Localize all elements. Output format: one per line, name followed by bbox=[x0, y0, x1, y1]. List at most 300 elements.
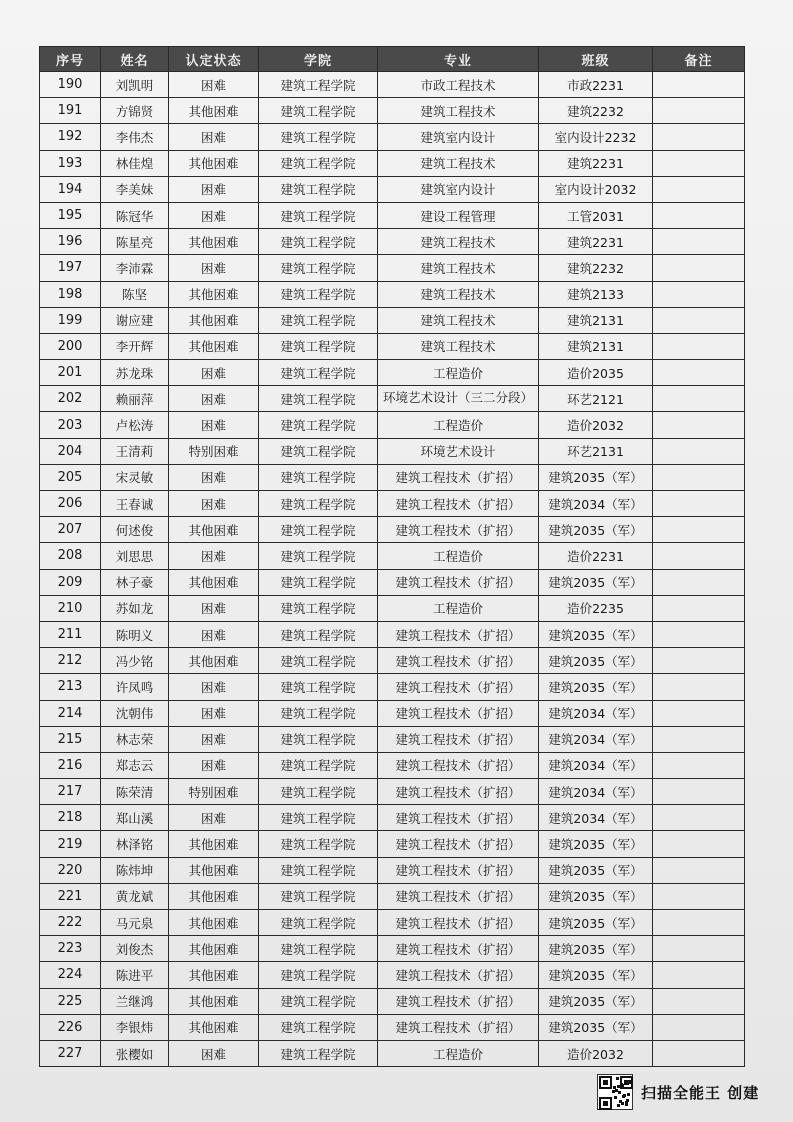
name-cell-text: 王春诚 bbox=[115, 496, 154, 512]
seq-cell-text: 204 bbox=[57, 443, 83, 459]
seq-cell-text: 225 bbox=[57, 993, 83, 1009]
college-cell bbox=[259, 857, 378, 883]
status-cell bbox=[169, 910, 259, 936]
class-cell bbox=[539, 438, 653, 464]
college-cell-text: 建筑工程学院 bbox=[280, 287, 356, 303]
major-cell-text: 建筑工程技术 bbox=[420, 156, 496, 172]
status-cell-text: 其他困难 bbox=[188, 575, 239, 591]
major-cell bbox=[378, 72, 539, 98]
table-row bbox=[40, 333, 745, 359]
class-cell bbox=[539, 595, 653, 621]
college-cell-text: 建筑工程学院 bbox=[280, 234, 356, 250]
major-cell-text: 建设工程管理 bbox=[420, 208, 496, 224]
class-cell bbox=[539, 700, 653, 726]
class-cell bbox=[539, 176, 653, 202]
major-cell-text: 建筑工程技术（扩招） bbox=[395, 679, 521, 695]
major-cell bbox=[378, 150, 539, 176]
college-cell-text: 建筑工程学院 bbox=[280, 260, 356, 276]
scanner-watermark bbox=[597, 1072, 759, 1112]
college-cell bbox=[259, 726, 378, 752]
status-cell-text: 其他困难 bbox=[188, 339, 239, 355]
major-cell bbox=[378, 229, 539, 255]
status-cell-text: 困难 bbox=[200, 418, 226, 434]
class-cell-text: 市政2231 bbox=[567, 77, 624, 93]
major-cell bbox=[378, 674, 539, 700]
name-cell bbox=[101, 360, 169, 386]
college-cell bbox=[259, 333, 378, 359]
seq-cell bbox=[40, 595, 101, 621]
class-cell bbox=[539, 72, 653, 98]
major-cell-text: 市政工程技术 bbox=[420, 77, 496, 93]
note-cell bbox=[653, 438, 745, 464]
name-cell bbox=[101, 517, 169, 543]
name-cell-text: 李沛霖 bbox=[115, 260, 154, 276]
status-cell-text: 困难 bbox=[200, 260, 226, 276]
class-cell bbox=[539, 988, 653, 1014]
seq-cell-text: 199 bbox=[57, 312, 83, 328]
major-cell bbox=[378, 883, 539, 909]
seq-cell bbox=[40, 936, 101, 962]
major-cell-text: 建筑工程技术（扩招） bbox=[395, 837, 521, 853]
status-cell bbox=[169, 674, 259, 700]
class-cell-text: 建筑2034（军） bbox=[548, 784, 643, 800]
major-cell bbox=[378, 726, 539, 752]
name-cell bbox=[101, 412, 169, 438]
status-cell bbox=[169, 700, 259, 726]
college-cell-text: 建筑工程学院 bbox=[280, 601, 356, 617]
seq-cell-text: 195 bbox=[57, 208, 83, 224]
college-cell bbox=[259, 700, 378, 726]
name-cell bbox=[101, 962, 169, 988]
status-cell-text: 其他困难 bbox=[188, 863, 239, 879]
table-header-row bbox=[40, 47, 745, 72]
name-cell-text: 陈进平 bbox=[115, 967, 154, 983]
table-row bbox=[40, 543, 745, 569]
college-cell bbox=[259, 517, 378, 543]
major-cell bbox=[378, 255, 539, 281]
seq-cell bbox=[40, 857, 101, 883]
name-cell bbox=[101, 281, 169, 307]
header-major: 专业 bbox=[378, 47, 539, 72]
status-cell-text: 其他困难 bbox=[188, 837, 239, 853]
name-cell-text: 兰继鸿 bbox=[115, 994, 154, 1010]
seq-cell-text: 190 bbox=[57, 77, 83, 93]
status-cell-text: 其他困难 bbox=[188, 103, 239, 119]
table-row bbox=[40, 72, 745, 98]
class-cell bbox=[539, 98, 653, 124]
major-cell bbox=[378, 176, 539, 202]
name-cell-text: 卢松涛 bbox=[115, 418, 154, 434]
status-cell bbox=[169, 543, 259, 569]
seq-cell-text: 213 bbox=[57, 679, 83, 695]
table-row bbox=[40, 1014, 745, 1040]
seq-cell-text: 205 bbox=[57, 469, 83, 485]
class-cell bbox=[539, 543, 653, 569]
college-cell-text: 建筑工程学院 bbox=[280, 182, 356, 198]
college-cell bbox=[259, 988, 378, 1014]
major-cell bbox=[378, 412, 539, 438]
name-cell bbox=[101, 255, 169, 281]
college-cell-text: 建筑工程学院 bbox=[280, 627, 356, 643]
status-cell bbox=[169, 621, 259, 647]
class-cell-text: 建筑2035（军） bbox=[548, 994, 643, 1010]
class-cell-text: 建筑2131 bbox=[567, 339, 624, 355]
table-row bbox=[40, 648, 745, 674]
class-cell-text: 建筑2035（军） bbox=[548, 470, 643, 486]
major-cell bbox=[378, 936, 539, 962]
college-cell bbox=[259, 805, 378, 831]
status-cell bbox=[169, 752, 259, 778]
class-cell-text: 建筑2133 bbox=[567, 287, 624, 303]
qr-code-icon bbox=[597, 1074, 633, 1110]
class-cell-text: 建筑2035（军） bbox=[548, 653, 643, 669]
major-cell bbox=[378, 464, 539, 490]
class-cell bbox=[539, 517, 653, 543]
seq-cell-text: 214 bbox=[57, 705, 83, 721]
seq-cell bbox=[40, 412, 101, 438]
seq-cell bbox=[40, 438, 101, 464]
status-cell-text: 困难 bbox=[200, 182, 226, 198]
name-cell bbox=[101, 333, 169, 359]
name-cell bbox=[101, 857, 169, 883]
seq-cell bbox=[40, 805, 101, 831]
table-row bbox=[40, 517, 745, 543]
college-cell bbox=[259, 910, 378, 936]
class-cell bbox=[539, 831, 653, 857]
table-row bbox=[40, 124, 745, 150]
status-cell-text: 困难 bbox=[200, 627, 226, 643]
college-cell bbox=[259, 543, 378, 569]
note-cell bbox=[653, 307, 745, 333]
major-cell-text: 建筑工程技术 bbox=[420, 287, 496, 303]
status-cell-text: 困难 bbox=[200, 679, 226, 695]
seq-cell bbox=[40, 988, 101, 1014]
college-cell bbox=[259, 255, 378, 281]
note-cell bbox=[653, 1040, 745, 1066]
major-cell-text: 建筑工程技术（扩招） bbox=[395, 653, 521, 669]
status-cell-text: 其他困难 bbox=[188, 889, 239, 905]
class-cell bbox=[539, 464, 653, 490]
major-cell bbox=[378, 517, 539, 543]
note-cell bbox=[653, 543, 745, 569]
college-cell bbox=[259, 621, 378, 647]
class-cell bbox=[539, 150, 653, 176]
status-cell-text: 其他困难 bbox=[188, 313, 239, 329]
name-cell-text: 陈明义 bbox=[115, 627, 154, 643]
header-class: 班级 bbox=[539, 47, 653, 72]
note-cell bbox=[653, 936, 745, 962]
seq-cell bbox=[40, 255, 101, 281]
seq-cell bbox=[40, 962, 101, 988]
major-cell bbox=[378, 569, 539, 595]
class-cell-text: 建筑2035（军） bbox=[548, 837, 643, 853]
table-row bbox=[40, 1040, 745, 1066]
name-cell bbox=[101, 621, 169, 647]
class-cell-text: 造价2032 bbox=[567, 418, 624, 434]
class-cell bbox=[539, 648, 653, 674]
college-cell-text: 建筑工程学院 bbox=[280, 313, 356, 329]
table-row bbox=[40, 150, 745, 176]
seq-cell bbox=[40, 569, 101, 595]
college-cell-text: 建筑工程学院 bbox=[280, 967, 356, 983]
status-cell bbox=[169, 831, 259, 857]
class-cell-text: 建筑2035（军） bbox=[548, 522, 643, 538]
table-row bbox=[40, 229, 745, 255]
major-cell bbox=[378, 333, 539, 359]
major-cell-text: 工程造价 bbox=[432, 1046, 483, 1062]
major-cell bbox=[378, 307, 539, 333]
table-row bbox=[40, 202, 745, 228]
name-cell bbox=[101, 752, 169, 778]
major-cell-text: 建筑工程技术（扩招） bbox=[395, 758, 521, 774]
college-cell bbox=[259, 883, 378, 909]
note-cell bbox=[653, 674, 745, 700]
table-row bbox=[40, 752, 745, 778]
class-cell bbox=[539, 386, 653, 412]
college-cell-text: 建筑工程学院 bbox=[280, 706, 356, 722]
status-cell bbox=[169, 569, 259, 595]
major-cell-text: 建筑室内设计 bbox=[420, 182, 496, 198]
table-row bbox=[40, 936, 745, 962]
name-cell-text: 李美妹 bbox=[115, 182, 154, 198]
class-cell bbox=[539, 962, 653, 988]
note-cell bbox=[653, 72, 745, 98]
major-cell bbox=[378, 857, 539, 883]
seq-cell bbox=[40, 281, 101, 307]
name-cell-text: 冯少铭 bbox=[115, 653, 154, 669]
status-cell-text: 困难 bbox=[200, 77, 226, 93]
class-cell-text: 建筑2131 bbox=[567, 313, 624, 329]
note-cell bbox=[653, 491, 745, 517]
table-row bbox=[40, 674, 745, 700]
name-cell bbox=[101, 569, 169, 595]
status-cell bbox=[169, 202, 259, 228]
name-cell bbox=[101, 883, 169, 909]
major-cell-text: 环境艺术设计（三二分段） bbox=[382, 391, 533, 406]
seq-cell bbox=[40, 386, 101, 412]
name-cell-text: 宋灵敏 bbox=[115, 470, 154, 486]
table-row bbox=[40, 988, 745, 1014]
note-cell bbox=[653, 648, 745, 674]
major-cell bbox=[378, 386, 539, 412]
status-cell bbox=[169, 72, 259, 98]
class-cell bbox=[539, 857, 653, 883]
college-cell-text: 建筑工程学院 bbox=[280, 679, 356, 695]
seq-cell bbox=[40, 621, 101, 647]
status-cell bbox=[169, 150, 259, 176]
name-cell bbox=[101, 543, 169, 569]
major-cell bbox=[378, 805, 539, 831]
note-cell bbox=[653, 150, 745, 176]
seq-cell bbox=[40, 700, 101, 726]
table-row bbox=[40, 595, 745, 621]
college-cell-text: 建筑工程学院 bbox=[280, 522, 356, 538]
major-cell bbox=[378, 910, 539, 936]
college-cell-text: 建筑工程学院 bbox=[280, 837, 356, 853]
name-cell bbox=[101, 988, 169, 1014]
name-cell bbox=[101, 726, 169, 752]
status-cell bbox=[169, 438, 259, 464]
name-cell bbox=[101, 464, 169, 490]
college-cell-text: 建筑工程学院 bbox=[280, 758, 356, 774]
note-cell bbox=[653, 124, 745, 150]
table-row bbox=[40, 281, 745, 307]
name-cell-text: 刘思思 bbox=[115, 548, 154, 564]
class-cell bbox=[539, 202, 653, 228]
college-cell bbox=[259, 1040, 378, 1066]
major-cell bbox=[378, 648, 539, 674]
class-cell bbox=[539, 936, 653, 962]
class-cell bbox=[539, 674, 653, 700]
college-cell bbox=[259, 202, 378, 228]
major-cell-text: 建筑工程技术（扩招） bbox=[395, 575, 521, 591]
status-cell-text: 其他困难 bbox=[188, 156, 239, 172]
major-cell bbox=[378, 1040, 539, 1066]
note-cell bbox=[653, 176, 745, 202]
seq-cell-text: 206 bbox=[57, 496, 83, 512]
seq-cell-text: 200 bbox=[57, 338, 83, 354]
class-cell-text: 建筑2034（军） bbox=[548, 732, 643, 748]
seq-cell-text: 216 bbox=[57, 757, 83, 773]
status-cell bbox=[169, 726, 259, 752]
class-cell bbox=[539, 569, 653, 595]
major-cell bbox=[378, 124, 539, 150]
table-row bbox=[40, 831, 745, 857]
college-cell-text: 建筑工程学院 bbox=[280, 575, 356, 591]
seq-cell bbox=[40, 910, 101, 936]
note-cell bbox=[653, 412, 745, 438]
status-cell-text: 其他困难 bbox=[188, 234, 239, 250]
college-cell-text: 建筑工程学院 bbox=[280, 994, 356, 1010]
note-cell bbox=[653, 988, 745, 1014]
status-cell bbox=[169, 281, 259, 307]
status-cell-text: 困难 bbox=[200, 758, 226, 774]
name-cell bbox=[101, 176, 169, 202]
college-cell bbox=[259, 1014, 378, 1040]
status-cell bbox=[169, 360, 259, 386]
seq-cell-text: 209 bbox=[57, 574, 83, 590]
name-cell bbox=[101, 150, 169, 176]
class-cell bbox=[539, 779, 653, 805]
seq-cell bbox=[40, 72, 101, 98]
college-cell bbox=[259, 124, 378, 150]
name-cell-text: 林泽铭 bbox=[115, 837, 154, 853]
major-cell bbox=[378, 988, 539, 1014]
name-cell-text: 赖丽萍 bbox=[115, 391, 154, 407]
seq-cell-text: 191 bbox=[57, 103, 83, 119]
status-cell bbox=[169, 517, 259, 543]
class-cell-text: 建筑2034（军） bbox=[548, 706, 643, 722]
status-cell-text: 困难 bbox=[200, 365, 226, 381]
college-cell bbox=[259, 595, 378, 621]
note-cell bbox=[653, 779, 745, 805]
table-row bbox=[40, 98, 745, 124]
seq-cell-text: 222 bbox=[57, 915, 83, 931]
major-cell bbox=[378, 962, 539, 988]
seq-cell bbox=[40, 491, 101, 517]
seq-cell bbox=[40, 333, 101, 359]
name-cell-text: 何述俊 bbox=[115, 522, 154, 538]
name-cell-text: 谢应建 bbox=[115, 313, 154, 329]
seq-cell-text: 196 bbox=[57, 234, 83, 250]
status-cell-text: 其他困难 bbox=[188, 522, 239, 538]
class-cell-text: 建筑2035（军） bbox=[548, 915, 643, 931]
header-college: 学院 bbox=[259, 47, 378, 72]
seq-cell bbox=[40, 229, 101, 255]
college-cell bbox=[259, 307, 378, 333]
name-cell bbox=[101, 491, 169, 517]
seq-cell bbox=[40, 124, 101, 150]
college-cell-text: 建筑工程学院 bbox=[280, 444, 356, 460]
seq-cell bbox=[40, 726, 101, 752]
name-cell bbox=[101, 936, 169, 962]
name-cell-text: 陈炜坤 bbox=[115, 863, 154, 879]
seq-cell-text: 219 bbox=[57, 836, 83, 852]
table-row bbox=[40, 255, 745, 281]
seq-cell-text: 198 bbox=[57, 286, 83, 302]
note-cell bbox=[653, 726, 745, 752]
name-cell bbox=[101, 1014, 169, 1040]
seq-cell bbox=[40, 464, 101, 490]
note-cell bbox=[653, 857, 745, 883]
status-cell-text: 困难 bbox=[200, 470, 226, 486]
status-cell-text: 特别困难 bbox=[188, 784, 239, 800]
note-cell bbox=[653, 569, 745, 595]
major-cell-text: 建筑工程技术（扩招） bbox=[395, 889, 521, 905]
class-cell bbox=[539, 229, 653, 255]
major-cell bbox=[378, 281, 539, 307]
seq-cell-text: 226 bbox=[57, 1019, 83, 1035]
note-cell bbox=[653, 910, 745, 936]
seq-cell bbox=[40, 360, 101, 386]
college-cell-text: 建筑工程学院 bbox=[280, 732, 356, 748]
seq-cell bbox=[40, 648, 101, 674]
note-cell bbox=[653, 202, 745, 228]
name-cell bbox=[101, 1040, 169, 1066]
name-cell-text: 陈星亮 bbox=[115, 234, 154, 250]
status-cell bbox=[169, 1040, 259, 1066]
table-row bbox=[40, 569, 745, 595]
class-cell-text: 建筑2232 bbox=[567, 260, 624, 276]
table-row bbox=[40, 700, 745, 726]
note-cell bbox=[653, 255, 745, 281]
student-roster-table bbox=[39, 46, 745, 1067]
college-cell-text: 建筑工程学院 bbox=[280, 77, 356, 93]
class-cell-text: 造价2032 bbox=[567, 1046, 624, 1062]
seq-cell bbox=[40, 150, 101, 176]
college-cell bbox=[259, 438, 378, 464]
seq-cell bbox=[40, 831, 101, 857]
note-cell bbox=[653, 464, 745, 490]
major-cell-text: 建筑工程技术（扩招） bbox=[395, 941, 521, 957]
seq-cell-text: 218 bbox=[57, 810, 83, 826]
seq-cell bbox=[40, 1040, 101, 1066]
major-cell bbox=[378, 621, 539, 647]
class-cell-text: 建筑2035（军） bbox=[548, 679, 643, 695]
status-cell bbox=[169, 1014, 259, 1040]
class-cell-text: 建筑2034（军） bbox=[548, 758, 643, 774]
major-cell-text: 工程造价 bbox=[432, 418, 483, 434]
class-cell bbox=[539, 360, 653, 386]
status-cell bbox=[169, 648, 259, 674]
status-cell-text: 其他困难 bbox=[188, 1020, 239, 1036]
college-cell-text: 建筑工程学院 bbox=[280, 889, 356, 905]
status-cell bbox=[169, 333, 259, 359]
major-cell-text: 建筑工程技术（扩招） bbox=[395, 496, 521, 512]
college-cell bbox=[259, 831, 378, 857]
table-body bbox=[40, 72, 745, 1067]
class-cell bbox=[539, 255, 653, 281]
